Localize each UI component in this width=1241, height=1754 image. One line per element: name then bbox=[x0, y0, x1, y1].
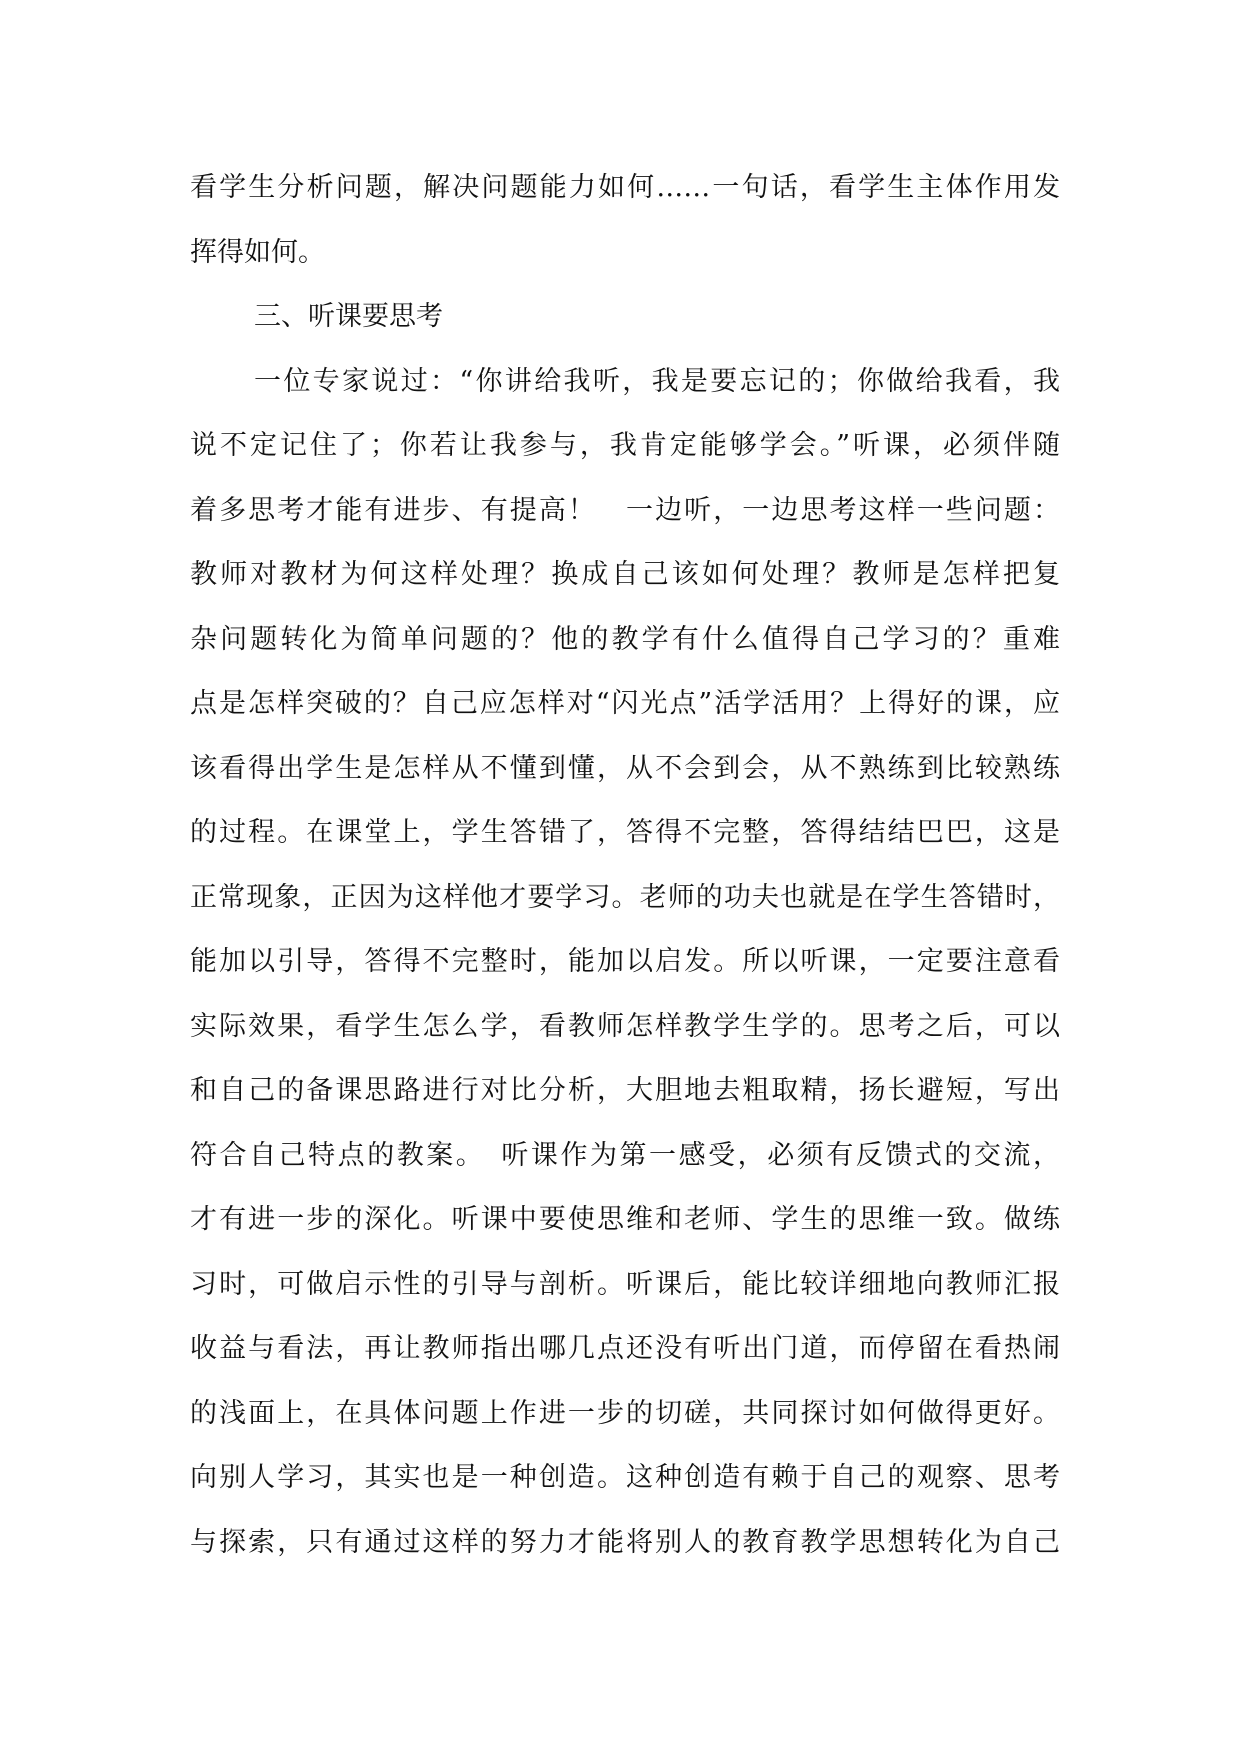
text-line: 和自己的备课思路进行对比分析，大胆地去粗取精，扬长避短，写出 bbox=[190, 1075, 1060, 1106]
section-heading: 三、听课要思考 bbox=[254, 301, 443, 332]
text-line: 杂问题转化为简单问题的？他的教学有什么值得自己学习的？重难 bbox=[190, 623, 1060, 655]
text-line: 看学生分析问题，解决问题能力如何……一句话，看学生主体作用发 bbox=[190, 172, 1060, 203]
text-line: 该看得出学生是怎样从不懂到懂，从不会到会，从不熟练到比较熟练 bbox=[190, 752, 1060, 784]
text-line: 收益与看法，再让教师指出哪几点还没有听出门道，而停留在看热闹 bbox=[190, 1333, 1060, 1364]
text-line: 正常现象，正因为这样他才要学习。老师的功夫也就是在学生答错时， bbox=[190, 881, 1060, 913]
text-line: 挥得如何。 bbox=[190, 236, 325, 268]
text-line: 习时，可做启示性的引导与剖析。听课后，能比较详细地向教师汇报 bbox=[190, 1268, 1060, 1300]
text-line: 点是怎样突破的？自己应怎样对“闪光点”活学活用？上得好的课，应 bbox=[190, 688, 1060, 719]
text-line: 实际效果，看学生怎么学，看教师怎样教学生学的。思考之后，可以 bbox=[190, 1010, 1060, 1042]
text-line: 能加以引导，答得不完整时，能加以启发。所以听课，一定要注意看 bbox=[190, 946, 1060, 977]
text-line: 说不定记住了；你若让我参与，我肯定能够学会。”听课，必须伴随 bbox=[190, 430, 1060, 461]
text-line: 的浅面上，在具体问题上作进一步的切磋，共同探讨如何做得更好。 bbox=[190, 1397, 1060, 1429]
text-line: 符合自己特点的教案。 听课作为第一感受，必须有反馈式的交流， bbox=[190, 1139, 1060, 1171]
text-line: 着多思考才能有进步、有提高！ 一边听，一边思考这样一些问题： bbox=[190, 494, 1060, 526]
text-line: 才有进一步的深化。听课中要使思维和老师、学生的思维一致。做练 bbox=[190, 1204, 1060, 1235]
text-line: 一位专家说过：“你讲给我听，我是要忘记的；你做给我看，我 bbox=[254, 365, 1060, 397]
text-line: 的过程。在课堂上，学生答错了，答得不完整，答得结结巴巴，这是 bbox=[190, 817, 1060, 848]
text-line: 教师对教材为何这样处理？换成自己该如何处理？教师是怎样把复 bbox=[190, 559, 1060, 590]
document-body bbox=[190, 156, 1060, 1575]
text-line: 向别人学习，其实也是一种创造。这种创造有赖于自己的观察、思考 bbox=[190, 1462, 1060, 1493]
text-line: 与探索，只有通过这样的努力才能将别人的教育教学思想转化为自己 bbox=[190, 1526, 1060, 1558]
